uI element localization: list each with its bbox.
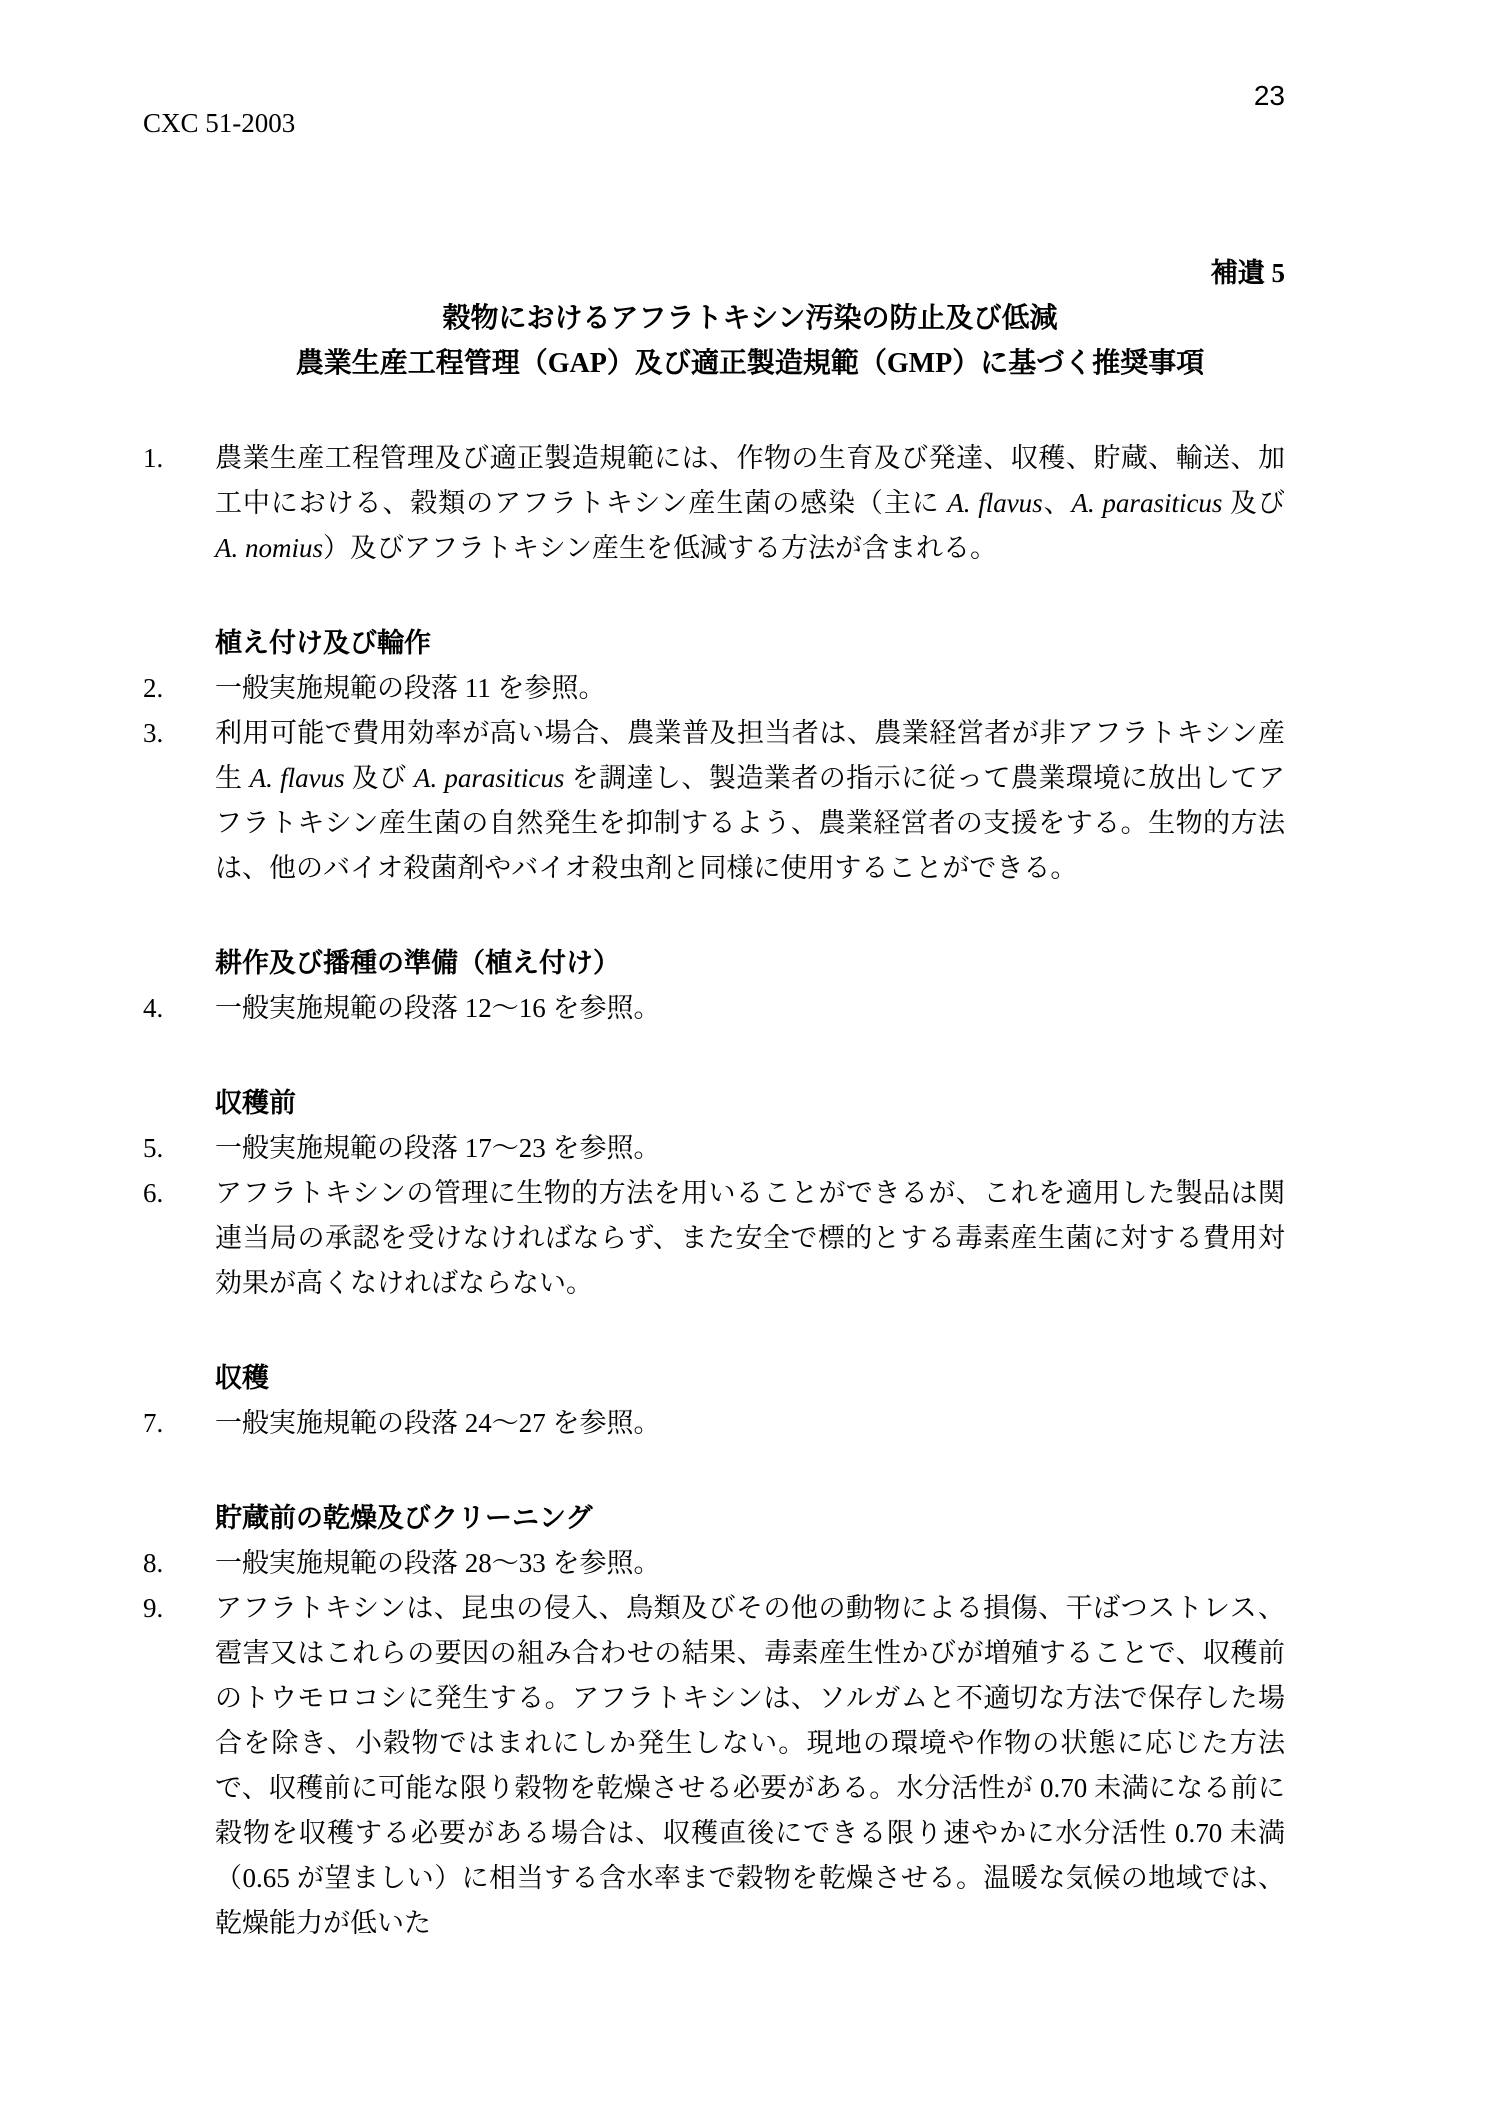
item-number: 2. xyxy=(143,673,164,703)
item-number: 6. xyxy=(143,1178,164,1208)
item-text: 一般実施規範の段落 17～23 を参照。 xyxy=(215,1133,661,1163)
species-name-italic: A. parasiticus xyxy=(413,763,565,793)
numbered-item xyxy=(143,436,1285,571)
item-text: 一般実施規範の段落 28～33 を参照。 xyxy=(215,1548,661,1578)
document-title-line-2: 農業生産工程管理（GAP）及び適正製造規範（GMP）に基づく推奨事項 xyxy=(295,348,1205,379)
item-number: 7. xyxy=(143,1408,164,1438)
section-heading: 貯蔵前の乾燥及びクリーニング xyxy=(215,1503,593,1533)
species-name-italic: A. flavus xyxy=(249,763,345,793)
item-text: 利用可能で費用効率が高い場合、農業普及担当者は、農業経営者が非アフラトキシン産生 A. flavus 及び A. parasiticus を調達し、製造業者の指示に従って農業環境に放出してアフラトキシン産生菌の自然発生を抑制するよう、農業経営者の支援をする。生物的方法は、他のバイオ殺菌剤やバイオ殺虫剤と同様に使用することができる。 xyxy=(215,718,1286,883)
document-code: CXC 51-2003 xyxy=(143,108,296,138)
numbered-item xyxy=(143,1586,1285,1946)
species-name-italic: A. nomius xyxy=(215,533,323,563)
section-heading: 耕作及び播種の準備（植え付け） xyxy=(215,948,620,978)
numbered-item xyxy=(143,1171,1285,1306)
item-text: 一般実施規範の段落 12～16 を参照。 xyxy=(215,993,661,1023)
item-number: 9. xyxy=(143,1593,164,1623)
item-number: 4. xyxy=(143,993,164,1023)
item-text: アフラトキシンは、昆虫の侵入、鳥類及びその他の動物による損傷、干ばつストレス、雹害又はこれらの要因の組み合わせの結果、毒素産生性かびが増殖することで、収穫前のトウモロコシに発生する。アフラトキシンは、ソルガムと不適切な方法で保存した場合を除き、小穀物ではまれにしか発生しない。現地の環境や作物の状態に応じた方法で、収穫前に可能な限り穀物を乾燥させる必要がある。水分活性が 0.70 未満になる前に穀物を収穫する必要がある場合は、収穫直後にできる限り速やかに水分活性 0.70 未満（0.65 が望ましい）に相当する含水率まで穀物を乾燥させる。温暖な気候の地域では、乾燥能力が低いた xyxy=(215,1593,1285,1938)
section-heading: 収穫前 xyxy=(215,1088,296,1118)
species-name-italic: A. parasiticus xyxy=(1071,488,1223,518)
numbered-item xyxy=(143,986,1285,1031)
item-number: 5. xyxy=(143,1133,164,1163)
numbered-item xyxy=(143,1126,1285,1171)
numbered-item xyxy=(143,666,1285,711)
section-heading: 植え付け及び輪作 xyxy=(215,628,431,658)
item-number: 1. xyxy=(143,443,164,473)
item-number: 8. xyxy=(143,1548,164,1578)
numbered-item xyxy=(143,1401,1285,1446)
supplement-label: 補遺 5 xyxy=(1210,258,1285,288)
numbered-item xyxy=(143,711,1285,891)
item-text: アフラトキシンの管理に生物的方法を用いることができるが、これを適用した製品は関連当局の承認を受けなければならず、また安全で標的とする毒素産生菌に対する費用対効果が高くなければならない。 xyxy=(215,1178,1285,1298)
item-text: 一般実施規範の段落 11 を参照。 xyxy=(215,673,606,703)
page-number: 23 xyxy=(1253,80,1285,111)
item-text: 農業生産工程管理及び適正製造規範には、作物の生育及び発達、収穫、貯蔵、輸送、加工中における、穀類のアフラトキシン産生菌の感染（主に A. flavus、A. parasiticus 及び A. nomius）及びアフラトキシン産生を低減する方法が含まれる。 xyxy=(215,443,1286,563)
document-title-line-1: 穀物におけるアフラトキシン汚染の防止及び低減 xyxy=(442,303,1058,334)
species-name-italic: A. flavus xyxy=(947,488,1043,518)
sections-container xyxy=(143,436,1285,1946)
numbered-item xyxy=(143,1541,1285,1586)
item-number: 3. xyxy=(143,718,164,748)
section-heading: 収穫 xyxy=(215,1363,269,1393)
page-content xyxy=(143,251,1285,1946)
item-text: 一般実施規範の段落 24～27 を参照。 xyxy=(215,1408,661,1438)
